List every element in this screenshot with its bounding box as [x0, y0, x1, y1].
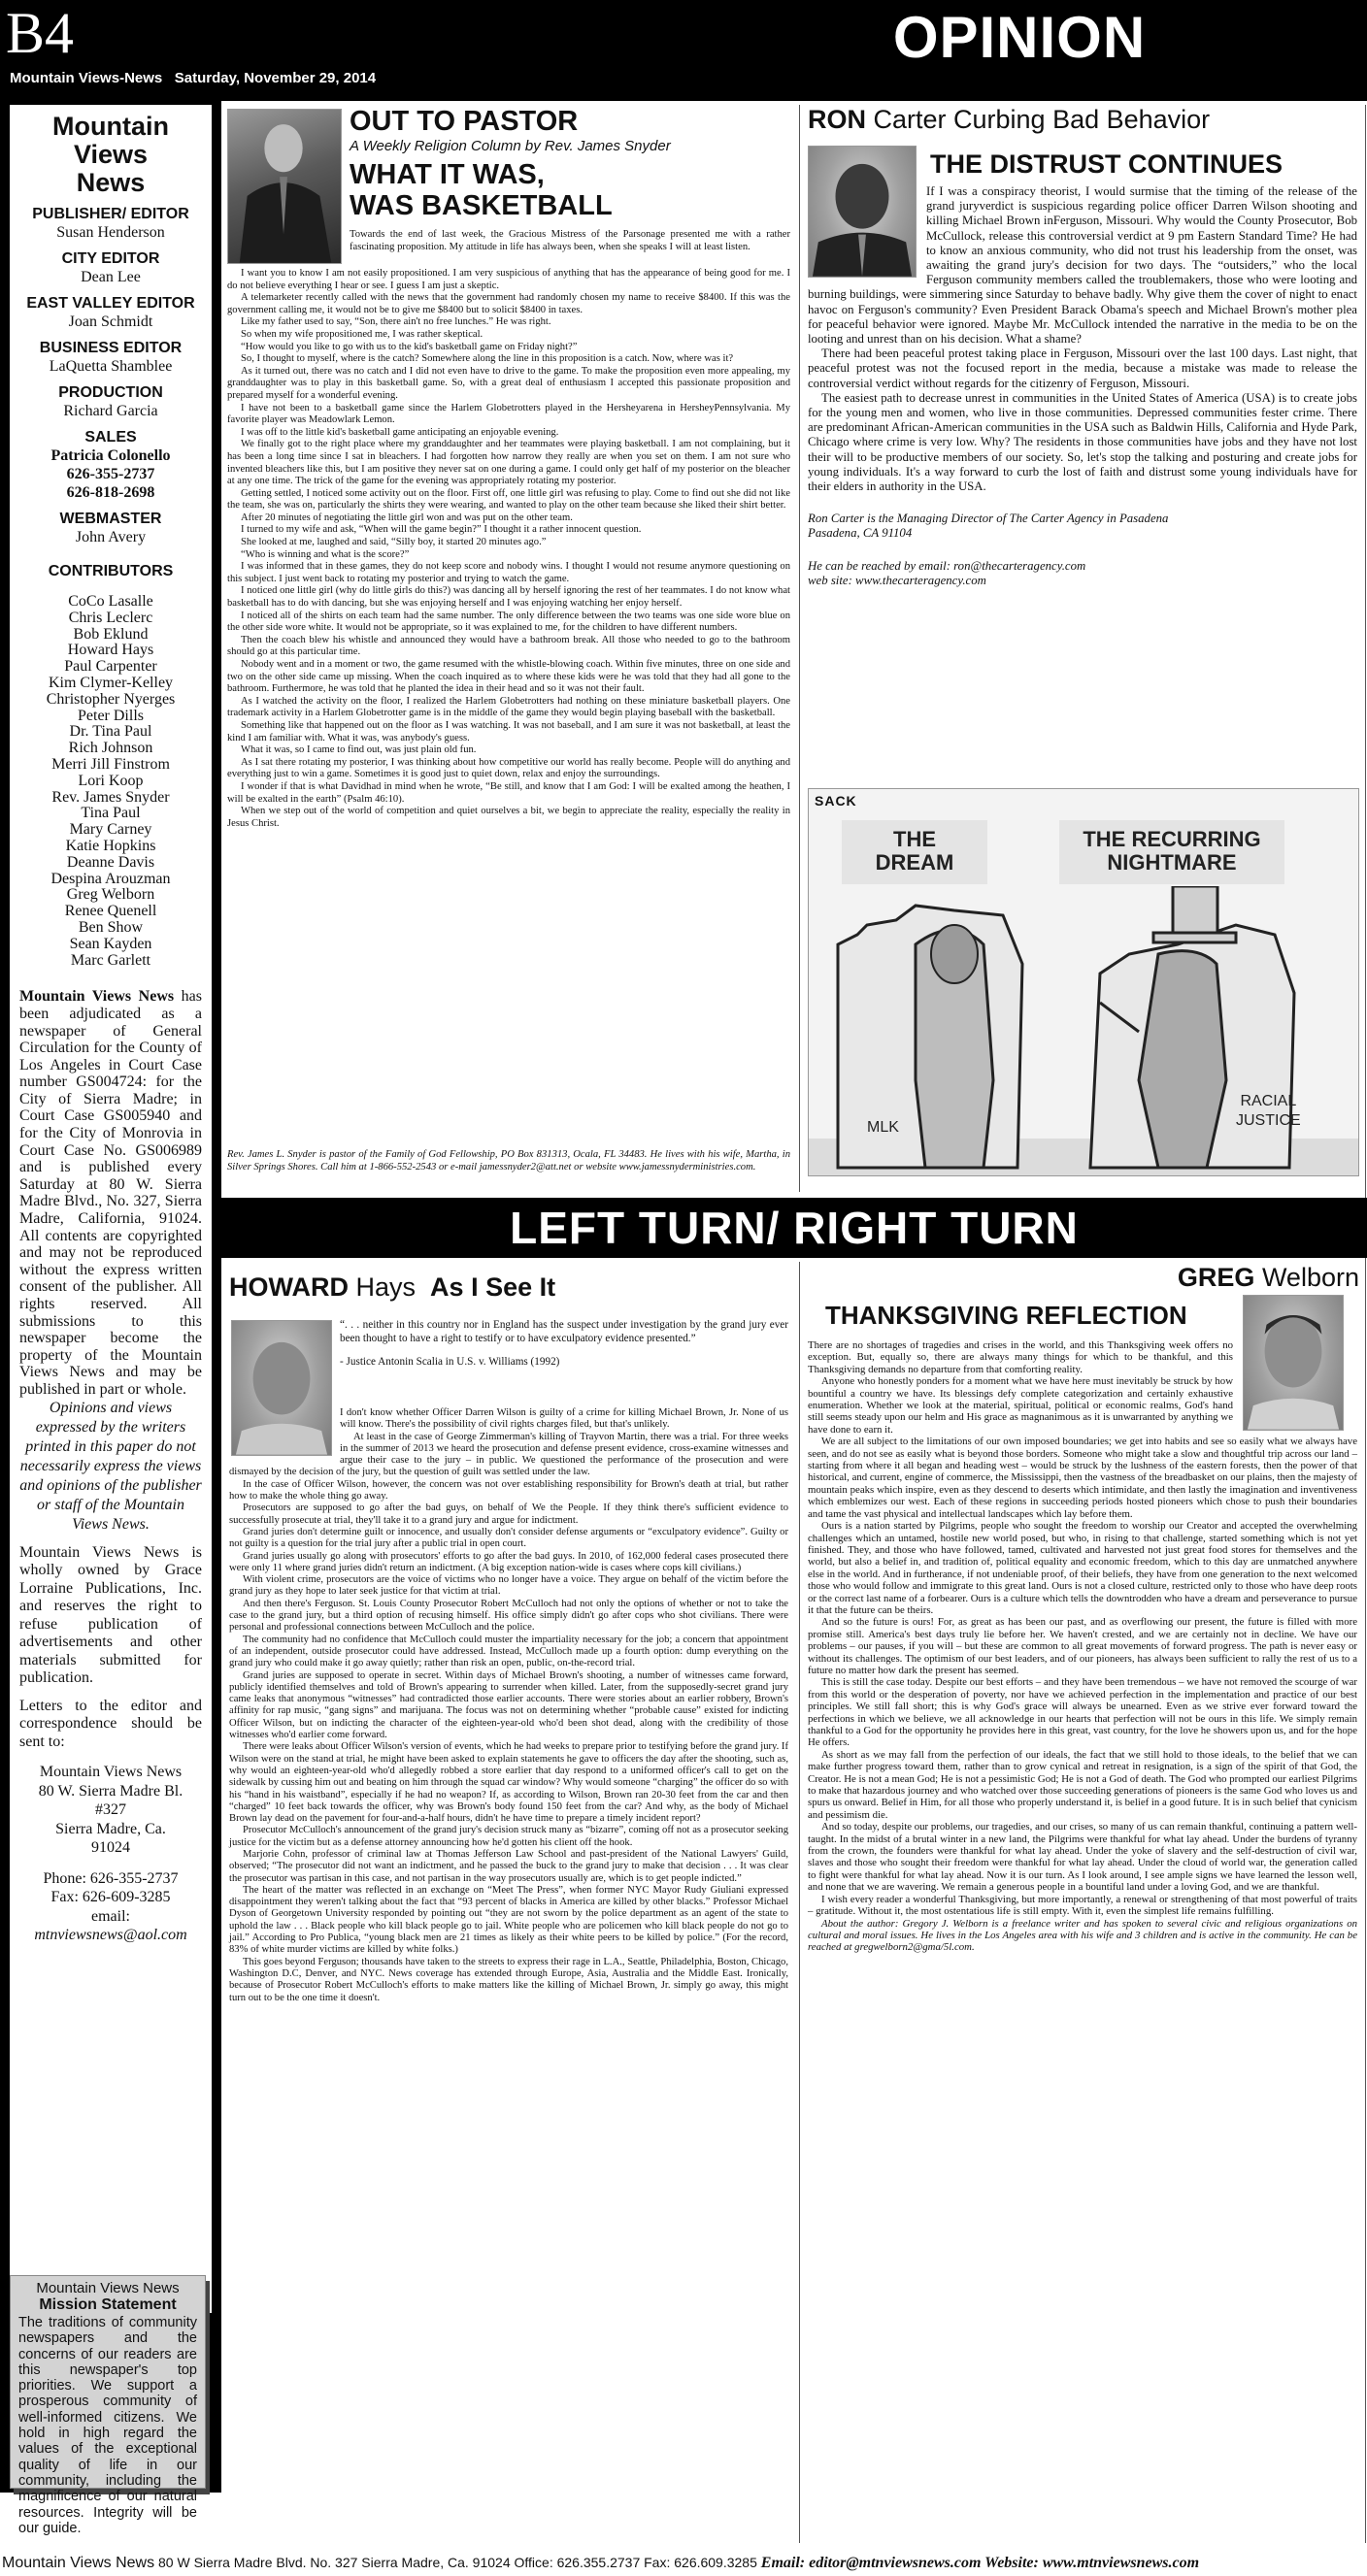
staff-list [10, 205, 212, 546]
staff-role: BUSINESS EDITOR [39, 340, 183, 356]
section-banner: LEFT TURN/ RIGHT TURN [221, 1198, 1367, 1258]
photo-wrap-spacer [808, 184, 926, 280]
column-byline: A Weekly Religion Column by Rev. James Snyder [350, 138, 671, 154]
staff-role: PRODUCTION [58, 384, 163, 401]
contributor-name: Rich Johnson [68, 740, 153, 757]
article-body [229, 1407, 788, 2004]
contact-line: email: [91, 1907, 130, 1925]
address-line: #327 [95, 1801, 126, 1819]
epigraph-quote: “. . . neither in this country nor in England has the suspect under investigation by the grand jury ever been thought to have a right to testify or to have exculpatory evidence presented.” [340, 1319, 788, 1344]
cartoon-caption-left: THE DREAM [842, 820, 987, 884]
paragraph: With violent crime, prosecutors are the voice of victims who no longer have a voice. They argue on behalf of the victim before the grand jury as they hope to later seek justice for that victim at trial. [229, 1574, 788, 1598]
contributor-name: Renee Quenell [64, 903, 157, 920]
article-lead: Towards the end of last week, the Gracious Mistress of the Parsonage presented me with a rather fascinating proposition. My attitude in life has always been, when she speaks I will at least listen. [350, 229, 790, 252]
contributor-name: Rev. James Snyder [51, 788, 170, 806]
paragraph: When we step out of the world of competition and quiet ourselves a bit, we begin to appreciate the reality, especially the reality in Jesus Christ. [227, 806, 790, 829]
paragraph: Nobody went and in a moment or two, the game resumed with the whistle-blowing coach. Within five minutes, three on one side and two on the other side came up missing. When the coach inquired as to where these kids were he was told that they had all gone to the bathroom. Furthermore, he was told that he planted the idea in their head and so it was not their fault. [227, 659, 790, 695]
column-divider [1365, 105, 1366, 2543]
paragraph: Then the coach blew his whistle and announced they would have a bathroom break. All those who needed to go to the bathroom should go at this particular time. [227, 634, 790, 658]
paragraph: I turned to my wife and ask, “When will the game begin?” I thought it a rather innocent question. [241, 524, 642, 536]
author-contact-ron-carter[interactable]: He can be reached by email: ron@thecarteragency.com web site: www.thecarteragency.com [808, 558, 1086, 587]
staff-role: CITY EDITOR [61, 250, 160, 267]
paragraph: Grand juries usually go along with prosecutors' efforts to go after the bad guys. In 2010, of 162,000 federal cases prosecuted there were only 11 where grand juries didn't return an indictment. (A big exception nation-wide is cases where cops kill civilians.) [229, 1550, 788, 1573]
paragraph: After 20 minutes of negotiating the little girl won and was put on the other team. [241, 512, 573, 523]
contact-line: Fax: 626-609-3285 [50, 1889, 171, 1906]
paragraph: Like my father used to say, “Son, there ain't no free lunches.” He was right. [241, 316, 551, 328]
column-kicker: GREG Welborn [1177, 1263, 1359, 1292]
column-kicker: RON Carter Curbing Bad Behavior [808, 105, 1211, 134]
footer-address: 80 W Sierra Madre Blvd. No. 327 Sierra Madre, Ca. 91024 Office: 626.355.2737 Fax: 626.609.3285 [154, 2555, 761, 2570]
article-body [227, 268, 790, 830]
page-footer [0, 2551, 1367, 2574]
article-ron-carter [806, 105, 1361, 784]
photo-wrap-spacer [1233, 1339, 1357, 1433]
contributor-name: Howard Hays [67, 642, 154, 659]
contributor-name: Deanne Davis [66, 853, 155, 871]
paper-name: Mountain Views News [52, 112, 169, 197]
paragraph: “How would you like to go with us to the kid's basketball game on Friday night?” [241, 341, 578, 352]
paragraph: I don't know whether Officer Darren Wilson is guilty of a crime for killing Michael Brown, Jr. None of us will know. There's the possibility of civil rights charges filed, but that's unlikely. [340, 1407, 788, 1431]
author-bio-james-snyder: Rev. James L. Snyder is pastor of the Family of God Fellowship, PO Box 831313, Ocala, FL 34483. He lives with his wife, Martha, in Silver Springs Shores. Call him at 1-866-552-2543 or e-mail jamessnyder2@att.net or website www.jamessnyderministries.com. [227, 1149, 790, 1172]
section-title: OPINION [892, 5, 1147, 70]
paragraph: So when my wife propositioned me, I was rather skeptical. [241, 328, 483, 340]
contact-line: Phone: 626-355-2737 [43, 1869, 179, 1887]
paragraph: As it turned out, there was no catch and I did not even have to drive to the game. To make the proposition even more appealing, my granddaughter was to play in this basketball game. So, with a great deal of enthusiasm I accepted this passionate proposition and prepared myself for a wonderful evening. [227, 365, 790, 401]
contributor-name: Marc Garlett [70, 951, 151, 969]
contributor-name: Tina Paul [81, 805, 141, 822]
footer-website-link[interactable]: Website: www.mtnviewsnews.com [981, 2555, 1200, 2571]
contributor-name: Mary Carney [69, 821, 152, 839]
paragraph: We finally got to the right place where my granddaughter and her teammates were playing basketball. I am not complaining, but it has been a long time since I sat in bleachers. I had forgotten how narrow they really are when you set on them. I am not sure who invented bleachers like this, but I am positive they never sat on one during a game. I could only get half of my posterior on the bleacher at any one time. The trick of the game for the evening was appropriately rotating my posterior. [227, 439, 790, 487]
publication-name: Mountain Views-News [10, 70, 163, 86]
paragraph: Ours is a nation started by Pilgrims, people who sought the freedom to worship our Creator and accepted the overwhelming challenges which an untamed, hostile new world posed, but who, in rising to that challenge, started something which is not yet finished. They, and those who have followed, tamed, cultivated and harvested not just great food stores for themselves and the world, but also a belief in, and tradition of, political equality and economic freedom, which to this day are unmatched anywhere else in the world. And in furtherance, if not undeniable proof, of their beliefs, they have from one generation to the next welcomed those who would follow and immigrate to this great land. Ours is not a closed culture, restricted only to those who have deep roots or the correct last name of a forbearer. Ours is a culture which tells the downtrodden who have a dream and perseverance to pursue it that the future can be theirs. [808, 1520, 1357, 1616]
contributor-name: Despina Arouzman [50, 870, 171, 887]
paragraph: Grand juries are supposed to operate in secret. Within days of Michael Brown's shooting, a number of witnesses came forward, publicly identified themselves and told of Brown's appearing to surrender when killed. Later, from the supposedly-secret grand jury came leaks that anonymous “witnesses” had contradicted those earlier accounts. There were stories about an earlier robbery, Brown's affinity for rap music, “gang signs” and marijuana. The focus was not on determining whether “probable cause” existed for indicting Officer Wilson, but on indicting the character of the eighteen-year-old who'd been shot dead, along with the credibility of those witnesses who'd earlier come forward. [229, 1669, 788, 1741]
contributor-name: Lori Koop [78, 772, 144, 789]
staff-name: 626-818-2698 [66, 484, 155, 501]
paragraph: There are no shortages of tragedies and crises in the world, and this Thanksgiving week offers no exception. But, equally so, there are always many things for which to be thankful, and this Thanksgiving demands no departure from that comforting reality. [808, 1339, 1233, 1375]
staff-box [10, 105, 212, 2313]
paragraph: Getting settled, I noticed some activity out on the floor. First off, one little girl was refusing to play. Come to find out she did not like the team, she was on, particularly the shirts they were wearing, and wanted to play on the other team because she liked their shirt better. [227, 487, 790, 512]
paragraph: There were leaks about Officer Wilson's version of events, which he had weeks to prepare prior to testifying before the grand jury. If Wilson were on the stand at trial, he might have been asked to explain statements he gave to officers the day after the shooting, such as, why would an eighteen-year-old who'd allegedly robbed a store earlier that day respond to a uniformed officer's call to get on the sidewalk by cussing him out and beating on him through the squad car window? Why would someone “charging” the officer do so with his “hand in his waistband”, especially if he had no weapon? If, as according to Wilson, Brown ran 20-30 feet from the car and then “charged” 10 feet back towards the officer, why was Brown's body found 150 feet from the car? And why, as the body of Michael Brown lay dead on the pavement for four-and-a-half hours, didn't he have time to prepare a timely incident report? [229, 1741, 788, 1825]
contributor-name: Greg Welborn [66, 886, 155, 904]
paragraph: Anyone who honestly ponders for a moment what we have here must inevitably be struck by how bountiful a country we have. Its blessings defy complete categorization and certainly exhaustive enumeration. Whether we look at the material, spiritual, political or economic realms, God's hand still seems steady upon our helm and His grace as magnanimous as it is unwarranted by anything we have done to earn it. [808, 1375, 1233, 1436]
paragraph: I was informed that in these games, they do not keep score and nobody wins. I thought I would not resume anymore questioning on this subject. I just went back to rotating my posterior and trying to watch the game. [227, 561, 790, 584]
paragraph: Marjorie Cohn, professor of criminal law at Thomas Jefferson Law School and past-president of the National Lawyers' Guild, observed; “The prosecutor did not want an indictment, and he passed the buck to the grand jury to make that decision . . . It was clear the prosecutor was partisan in this case, and not partisan in the way prosecutors usually are, which is to get people indicted.” [229, 1848, 788, 1884]
staff-sidebar [0, 101, 221, 2536]
cartoon-caption-right: THE RECURRING NIGHTMARE [1059, 820, 1284, 884]
paragraph: Something like that happened out on the floor as I was watching. It was not baseball, and I am sure it was not basketball, at least the kind I am familiar with. What it was, was anybody's guess. [227, 719, 790, 743]
contributors-heading: CONTRIBUTORS [48, 563, 174, 579]
paragraph: And so today, despite our problems, our tragedies, and our crises, so many of us can remain thankful, continuing a pattern well-taught. In the midst of a brutal winter in a new land, the Pilgrims were thankful for what lay ahead. Under the burdens of tyranny from the crown, the founders were thankful for what lay ahead. Under the yoke of slavery and the self-destruction of civil war, slaves and those who sought their freedom were thankful for what lay ahead. Under the cloud of world war, the generation called to fight were thankful for what lay ahead. Now it is our turn. As I look around, I see ample signs we have learned the lesson well, and none that we are wavering. We remain a generous people in a bountiful land under a loving God, and we are thankful. [808, 1821, 1357, 1894]
epigraph-attribution: - Justice Antonin Scalia in U.S. v. Williams (1992) [340, 1356, 560, 1368]
contributor-name: Ben Show [78, 918, 144, 936]
paragraph: As short as we may fall from the perfection of our ideals, the fact that we still hold to those ideals, to the belief that we can make further progress toward them, rather than to grow cynical and retreat in resignation, is a sign of the spirit of that God, the Creator. He is not a mean God; He is not a pessimistic God; He is not a God of death. The God who prompted our earliest Pilgrims to make that hazardous journey and who watched over those succeeding generations of pioneers is the same God who loves us and spurs us onward. Belief in Him, for all those who properly understand it, is belief in a good future. It is in such belief that cynicism and pessimism die. [808, 1748, 1357, 1821]
contributor-name: Sean Kayden [69, 935, 152, 952]
paragraph: In the case of Officer Wilson, however, the concern was not over establishing responsibility for Brown's death at trial, but rather how to make the whole thing go away. [229, 1478, 788, 1503]
paragraph: This goes beyond Ferguson; thousands have taken to the streets to express their rage in L.A., Seattle, Philadelphia, Boston, Chicago, Washington D.C, Denver, and NYC. News coverage has extended through Europe, Asia, Australia and the Middle East. Ironically, because of Prosecutor Robert McCulloch's efforts to make matters like the killing of Michael Brown, Jr. simply go away, this might turn out to be the one time it doesn't. [229, 1956, 788, 2003]
author-bio-greg-welborn: About the author: Gregory J. Welborn is a freelance writer and has spoken to several civic and religious organizations on cultural and moral issues. He lives in the Los Angeles area with his wife and 3 children and is active in the community. He can be reached at gregwelborn2@gma/5l.com. [808, 1917, 1357, 1954]
contributor-name: Christopher Nyerges [46, 690, 176, 708]
contact-email-link[interactable]: mtnviewsnews@aol.com [34, 1927, 187, 1944]
paragraph: The community had no confidence that McCulloch could muster the impartiality necessary for the job; a concern that appointment of an independent, outside prosecutor could have addressed. Instead, McCulloch made up a fourth option: dump everything on the grand jury who could make it go away quietly; rather than risk an open, public, on-the-record trial. [229, 1634, 788, 1669]
article-out-to-pastor [225, 105, 794, 1192]
paragraph: There had been peaceful protest taking place in Ferguson, Missouri over the last 100 days. Last night, that peaceful protest was not the focused report in the media, because a mistake was made to release the controversial verdict without regards for the citizenry of Ferguson, Missouri. [808, 347, 1357, 390]
paragraph: The easiest path to decrease unrest in communities in the United States of America (USA) is to create jobs for the young men and women, who live in those communities. Depressed communities fester crime. There are predominant African-American communities in the USA such as Baldwin Hills, California and Hyde Park, Chicago where crime is very low. Why? The residents in those communities have jobs and they have not lost their will to be productive members of our society. So, let's stop the talking and posturing and create jobs for young individuals. It's a way forward to curb the lost of faith and distrust some young individuals have for their elders in authority in the USA. [808, 390, 1357, 494]
staff-name: Patricia Colonello [50, 447, 171, 464]
author-photo-james-snyder [227, 109, 342, 264]
article-howard-hays [225, 1262, 794, 2543]
epigraph [340, 1318, 788, 1369]
contributor-name: Dr. Tina Paul [69, 723, 152, 741]
paragraph: The heart of the matter was reflected in an exchange on “Meet The Press”, when former NYC Mayor Rudy Giuliani expressed disappointment they weren't talking about the fact that “93 percent of blacks in America are killed by other blacks.” Professor Michael Dyson of Georgetown University responded by pointing out “they are not sworn by the police department as an agent of the state to uphold the law . . . Black people who kill black people go to jail. White people who are policemen who kill black people do not go to jail.” According to Pro Publica, “young black men are 21 times as likely as their white peers to be killed by police.” (For the record, 83% of white murder victims are killed by white folks.) [229, 1884, 788, 1956]
address-line: 80 W. Sierra Madre Bl. [38, 1782, 183, 1800]
dateline [10, 70, 376, 86]
staff-name: John Avery [75, 529, 147, 545]
paragraph: As I sat there rotating my posterior, I was thinking about how competitive our world has really become. People will do anything and everything just to win a game. Sometimes it is good just to quiet down, relax and enjoy the surroundings. [227, 756, 790, 780]
paragraph: I was off to the little kid's basketball game anticipating an enjoyable evening. [241, 426, 559, 438]
cartoon-stone-label-left: MLK [867, 1119, 899, 1136]
paragraph: I noticed one little girl (why do little girls do this?) was dancing all by herself ignoring the rest of her teammates. I do not know what basketball has to do with dancing, but she was enjoying herself and I was enjoying watching her enjoy herself. [227, 585, 790, 610]
paragraph: At least in the case of George Zimmerman's killing of Trayvon Martin, there was a trial. For three weeks in the summer of 2013 we heard the prosecution and defense present evidence, cross-examine witnesses and argue their case to the jury – in public. We questioned the performance of the prosecution and were dismayed by the decision of the jury, but the question of guilt was settled under the law. [229, 1431, 788, 1478]
legal-notice: Mountain Views News has been adjudicated as a newspaper of General Circulation for the County of Los Angeles in Court Case number GS004724: for the City of Sierra Madre; in Court Case GS005940 and for the City of Monrovia in Court Case No. GS006989 and is published every Saturday at 80 W. Sierra Madre Blvd., No. 327, Sierra Madre, California, 91024. All contents are copyrighted and may not be reproduced without the express written consent of the publisher. All rights reserved. All submissions to this newspaper become the property of the Mountain Views News and may be published in part or whole. [19, 988, 203, 1398]
author-bio-ron-carter: Ron Carter is the Managing Director of The Carter Agency in Pasadena Pasadena, CA 91104 [808, 512, 1169, 541]
contact-info [10, 1869, 212, 1927]
staff-name: Richard Garcia [63, 403, 158, 419]
cartoonist-signature: SACK [815, 793, 857, 809]
paragraph: I wish every reader a wonderful Thanksgiving, but more importantly, a renewal or strengthening of that most powerful of traits – gratitude. Without it, the most ostentatious life is still empty. With it, even the simplest life remains fulfilling. [808, 1893, 1357, 1918]
article-headline: THANKSGIVING REFLECTION [825, 1301, 1187, 1330]
paragraph: Prosecutors are supposed to go after the bad guys, on behalf of We the People. If they think there's sufficient evidence to successfully prosecute at trial, they'll take it to a grand jury and argue for indictment. [229, 1503, 788, 1526]
article-headline: THE DISTRUST CONTINUES [930, 149, 1284, 179]
paragraph: This is still the case today. Despite our best efforts – and they have been tremendous – we have not removed the scourge of war from this world or the desperation of poverty, nor have we achieved perfection in the implementation and practice of our best principles. We still fall short; this is why God's grace will always be unearned. Even as we strive ever forward toward the perfections in which we believe, we all acknowledge in our hearts that perfection will not be ours in this life. We simply remain thankful to a God for the opportunity he provides here in this great, vast country, for the love he showers upon us, and for the hope He offers. [808, 1676, 1357, 1749]
paragraph: “Who is winning and what is the score?” [241, 548, 410, 560]
contributor-name: CoCo Lasalle [68, 593, 153, 610]
paragraph: What it was, so I came to find out, was just plain old fun. [241, 744, 477, 756]
paragraph: We are all subject to the limitations of our own imposed boundaries; we get into habits and see so easily what we always have seen, and do not see as easily what is beyond those borders. Someone who might take a slow and thoughtful trip across our land – starting from where it all began and heading west – would be struck by the lushness of the eastern forests, then the power of that historical, and current, engine of commerce, the Mississippi, then the vastness of the breadbasket on our plains, then the majesty of mountain peaks which inspire, even as they descend to deserts which intimidate, and then lastly the imagination and inventiveness which emblemizes our west. Each of these regions in succeeding periods hosted pioneers which chose to push their boundaries and tame the vast physical and intellectual landscapes which lay before them. [808, 1436, 1357, 1520]
mailing-address [10, 1763, 212, 1858]
paragraph: As I watched the activity on the floor, I realized the Harlem Globetrotters had nothing on these miniature basketball players. One trademark activity in a Harlem Globetrotter game is in the middle of the game they would begin playing baseball with the basketball. [227, 695, 790, 719]
paragraph: Grand juries don't determine guilt or innocence, and usually don't consider defense arguments or “exculpatory evidence”. Guilty or not guilty is a question for the trial jury after a public trial in open court. [229, 1526, 788, 1550]
contributor-name: Chris Leclerc [68, 609, 153, 626]
masthead [0, 0, 1367, 101]
contributors-list [10, 594, 212, 969]
staff-role: EAST VALLEY EDITOR [26, 295, 195, 312]
staff-name: Susan Henderson [56, 224, 165, 241]
opinion-disclaimer: Opinions and views expressed by the writers printed in this paper do not necessarily express the views and opinions of the publisher or staff of the Mountain Views News. [19, 1399, 202, 1533]
contributor-name: Kim Clymer-Kelley [48, 674, 174, 691]
footer-email-link[interactable]: Email: editor@mtnviewsnews.com [760, 2555, 982, 2571]
article-greg-welborn [804, 1262, 1363, 2543]
paragraph: And so the future is ours! For, as great as has been our past, and as overflowing our present, the future is filled with more promise still. America's best days truly lie before her. We haven't crested, and we are certainly not in decline. We have our problems – our pauses, if you will – but these are common to all great movements of forward progress. The path is never easy or without its challenges. The optimism of our best leaders, and of our pioneers, has always been sufficient to rally the rest of us to a future no matter how dark the present has seemed. [808, 1616, 1357, 1676]
contributor-name: Bob Eklund [73, 625, 149, 643]
column-kicker: HOWARD Hays As I See It [229, 1272, 556, 1302]
staff-role: PUBLISHER/ EDITOR [32, 206, 189, 222]
paragraph: I wonder if that is what Davidhad in mind when he wrote, “Be still, and know that I am God: I will be exalted among the heathen, I will be exalted in the earth” (Psalm 46:10). [227, 780, 790, 805]
column-kicker: OUT TO PASTOR [350, 106, 579, 137]
paragraph: I want you to know I am not easily propositioned. I am very suspicious of anything that has the appearance of being good for me. I do not believe everything I hear or see. I guess I am just a skeptic. [227, 268, 790, 291]
address-line: Sierra Madre, Ca. [55, 1820, 166, 1837]
staff-name: Dean Lee [81, 269, 141, 285]
contributor-name: Merri Jill Finstrom [51, 755, 170, 773]
footer-brand: Mountain Views News [2, 2555, 155, 2571]
column-divider [799, 1262, 800, 2543]
paragraph: A telemarketer recently called with the news that the government had randomly chosen my name to receive $8400. If this was the government calling me, it would not be to give me $8400 but to solicit $8400 in taxes. [227, 292, 790, 315]
portrait-icon [228, 110, 341, 263]
issue-date: Saturday, November 29, 2014 [174, 70, 377, 86]
staff-name: Joan Schmidt [68, 314, 153, 330]
paragraph: I noticed all of the shirts on each team had the same number. The only difference between the two teams was one side wore blue on the other side wore white. It would not be appropriate, so it was explained to me, for the children to have different numbers. [227, 610, 790, 634]
address-line: Mountain Views News [39, 1764, 183, 1781]
photo-wrap-spacer [229, 1407, 340, 1456]
staff-name: LaQuetta Shamblee [49, 358, 173, 375]
staff-role: SALES [84, 429, 137, 446]
contributor-name: Katie Hopkins [65, 837, 156, 854]
paragraph: She looked at me, laughed and said, “Silly boy, it started 20 minutes ago.” [241, 537, 547, 548]
paragraph: So, I thought to myself, where is the catch? Somewhere along the line in this proposition is a catch. Now, where was it? [241, 353, 734, 365]
mission-body: The traditions of community newspapers and the concerns of our readers are this newspaper's top priorities. We support a prosperous community of well-informed citizens. We hold in high regard the values of the exceptional quality of life in our community, including the magnificence of our natural resources. Integrity will be our guide. [18, 2315, 197, 2536]
paragraph: If I was a conspiracy theorist, I would surmise that the timing of the release of the grand juryverdict is suspicious regarding police officer Darren Wilson shooting and killing Michael Brown inFerguson, Missouri. Why would the County Prosecutor, Bob McCullock, release this controversial verdict at 9 pm Eastern Standard Time? He had to know an anxious community, who did not trust his leadership from the onset, was awaiting the grand jury's decision for two days. The “outsiders,” who the local Ferguson community members called the troublemakers, those who were looting and burning buildings, were simmering since Saturday to behave badly. Why give them the cover of night to enact havoc on Ferguson's community? Even President Barack Obama's speech and Michael Brown's mother plea for peaceful behavior were ignored. Maybe Mr. McCullock intended the narrative in the media to be on the looting and unrest than on his decision. What a shame? [808, 184, 1357, 347]
page-number: B4 [6, 1, 75, 65]
contributor-name: Paul Carpenter [64, 658, 157, 676]
article-body [808, 1339, 1357, 1954]
article-body [808, 184, 1357, 588]
ownership-notice: Mountain Views News is wholly owned by Grace Lorraine Publications, Inc. and reserves the right to refuse publication of advertisements and other materials submitted for publication. [19, 1543, 202, 1687]
editorial-cartoon [808, 788, 1359, 1176]
letters-notice: Letters to the editor and correspondence should be sent to: [19, 1697, 202, 1750]
address-line: 91024 [91, 1839, 130, 1857]
cartoon-stone-label-right: RACIAL JUSTICE [1236, 1093, 1301, 1129]
column-divider [799, 105, 800, 1192]
paragraph: I have not been to a basketball game since the Harlem Globetrotters played in the Hersheyarena in HersheyPennsylvania. My favorite player was Meadowlark Lemon. [227, 402, 790, 426]
paragraph: Prosecutor McCulloch's announcement of the grand jury's decision struck many as “bizarre”, coming off not as a prosecutor seeking justice for the victim but as a defense attorney announcing how he'd gotten his client off the hook. [229, 1825, 788, 1848]
staff-name: 626-355-2737 [66, 466, 155, 482]
staff-role: WEBMASTER [59, 511, 162, 527]
paragraph: And then there's Ferguson. St. Louis County Prosecutor Robert McCulloch had not only the options of whether or not to take the case to the grand jury, but a third option of recusing himself. His office simply didn't go after cops who shot civilians. There were personal and professional connections between McCulloch and the police. [229, 1598, 788, 1634]
contributor-name: Peter Dills [78, 707, 144, 724]
mission-statement: Mountain Views News Mission Statement The traditions of community newspapers and the concerns of our readers are this newspaper's top priorities. We support a prosperous community of well-informed citizens. We hold in high regard the values of the exceptional quality of life in our community, including the magnificence of our natural resources. Integrity will be our guide. [10, 2275, 206, 2489]
article-headline: WHAT IT WAS, WAS BASKETBALL [350, 159, 613, 221]
